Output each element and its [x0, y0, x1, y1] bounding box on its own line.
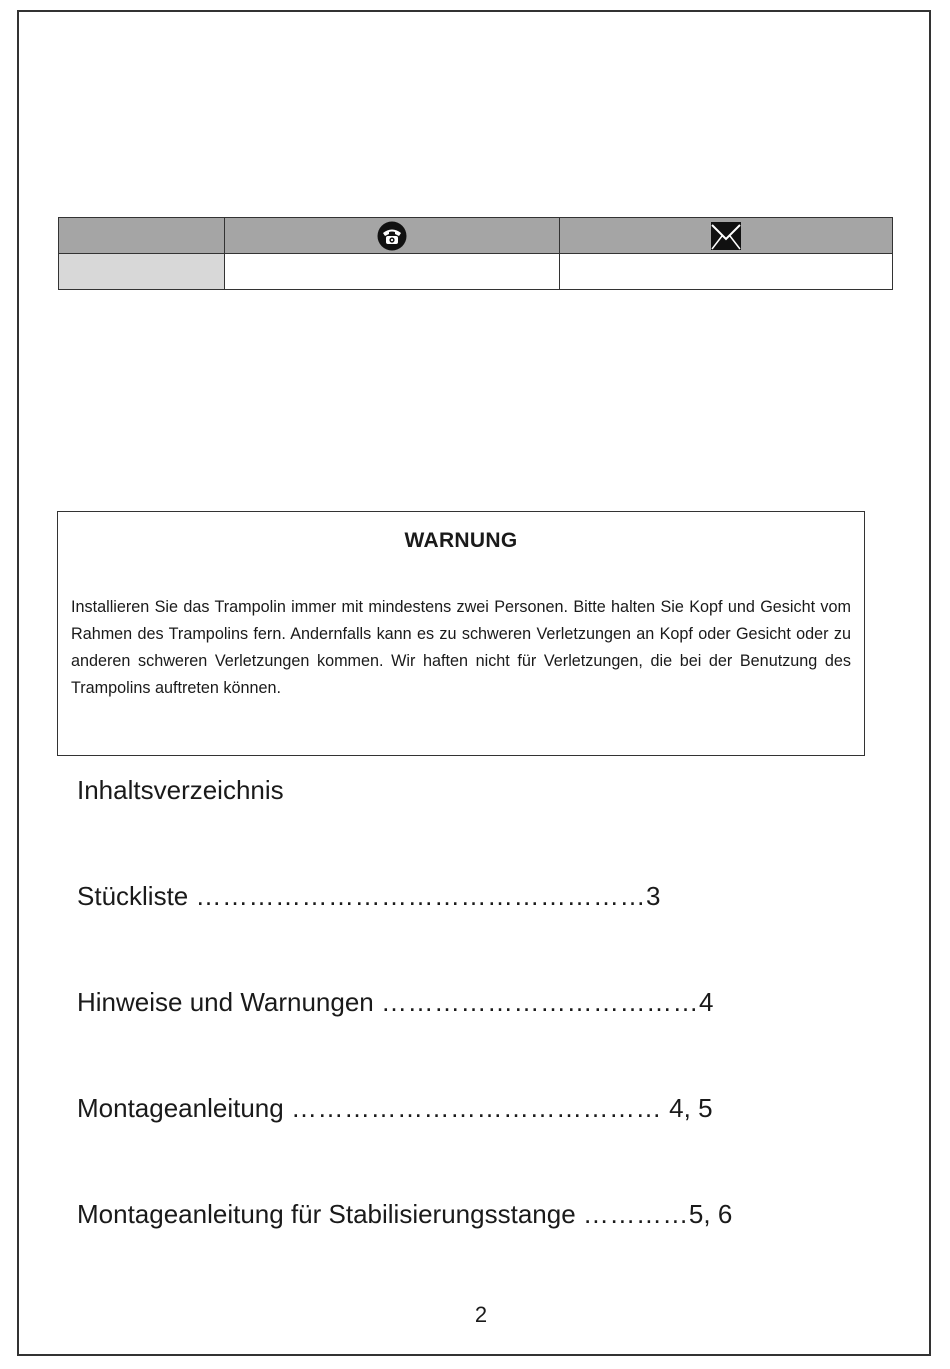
- contact-phone-header-cell: [225, 218, 560, 254]
- warning-box: [57, 511, 865, 756]
- contact-table: [58, 217, 893, 290]
- toc-item-dots: ……………………………………: [290, 1093, 662, 1123]
- toc-item-page: 3: [646, 881, 661, 911]
- toc-item-label: Montageanleitung für Stabilisierungsstange: [77, 1199, 576, 1229]
- toc-item: [77, 881, 660, 912]
- toc-item-dots: ………………………………: [381, 987, 699, 1017]
- contact-email-cell: [560, 254, 893, 290]
- envelope-icon: [711, 222, 741, 250]
- toc-item-label: Hinweise und Warnungen: [77, 987, 374, 1017]
- toc-item-page: 4: [699, 987, 714, 1017]
- toc-item-page: 4, 5: [661, 1093, 713, 1123]
- warning-title: WARNUNG: [404, 529, 518, 552]
- toc-item: [77, 987, 713, 1018]
- telephone-icon: [376, 221, 408, 251]
- contact-email-header-cell: [560, 218, 893, 254]
- contact-table-row: [59, 254, 893, 290]
- toc-item-label: Montageanleitung: [77, 1093, 284, 1123]
- toc-title: Inhaltsverzeichnis: [77, 775, 284, 805]
- contact-phone-cell: [225, 254, 560, 290]
- toc-item: [77, 1199, 732, 1230]
- toc-item-dots: ……………………………………………: [195, 881, 646, 911]
- contact-table-header-row: [59, 218, 893, 254]
- toc-item-dots: …………: [582, 1199, 689, 1229]
- toc-item: [77, 1093, 713, 1124]
- contact-label-cell: [59, 254, 225, 290]
- contact-header-blank-cell: [59, 218, 225, 254]
- warning-text: Installieren Sie das Trampolin immer mit mindestens zwei Personen. Bitte halten Sie Kopf und Gesicht vom Rahmen des Trampolins fern. Andernfalls kann es zu schweren Verletzungen an Kopf oder Gesicht oder zu anderen schweren Verletzungen kommen. Wir haften nicht für Verletzungen, die bei der Benutzung des Trampolins auftreten können.: [71, 598, 851, 697]
- toc-item-label: Stückliste: [77, 881, 189, 911]
- toc-item-page: 5, 6: [688, 1199, 733, 1229]
- page-number: 2: [474, 1302, 488, 1327]
